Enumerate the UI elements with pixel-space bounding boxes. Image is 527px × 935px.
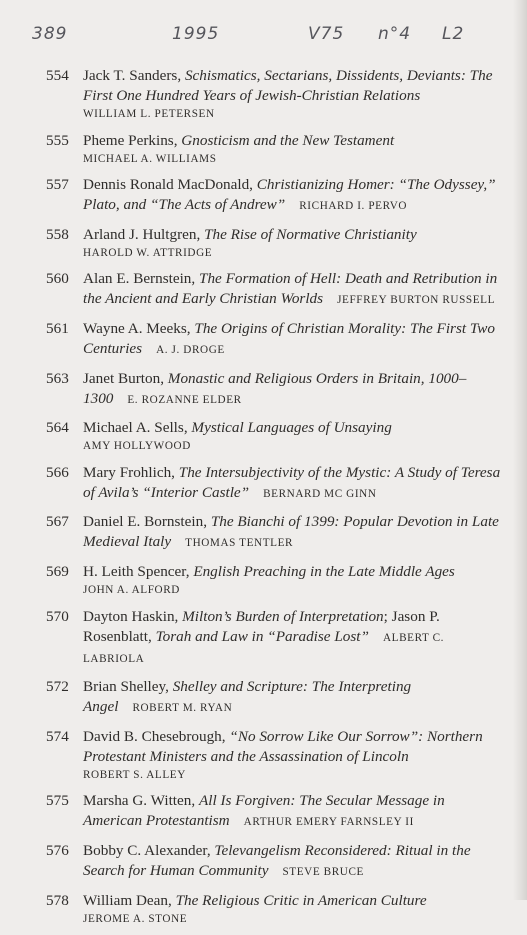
citation xyxy=(83,418,503,454)
reviewer-name: A. J. DROGE xyxy=(156,343,225,356)
citation xyxy=(83,66,503,122)
book-author: Wayne A. Meeks, xyxy=(83,319,191,337)
reviewer-name: WILLIAM L. PETERSEN xyxy=(83,108,215,120)
reviewer-name: JEROME A. STONE xyxy=(83,912,188,925)
review-entry xyxy=(0,463,527,504)
reviewer-name: JOHN A. ALFORD xyxy=(83,583,180,596)
reviewer-name: JEFFREY BURTON RUSSELL xyxy=(337,294,496,307)
reviewer-name: RICHARD I. PERVO xyxy=(299,200,408,213)
book-author: Mary Frohlich, xyxy=(83,463,175,481)
citation xyxy=(83,841,503,882)
reviewer-name: MICHAEL A. WILLIAMS xyxy=(83,152,217,165)
page-number: 575 xyxy=(46,792,69,810)
page-number: 555 xyxy=(46,131,69,149)
review-entry xyxy=(0,369,527,410)
book-title: Mystical Languages of Unsaying xyxy=(191,419,392,437)
citation xyxy=(83,463,503,504)
citation xyxy=(83,607,503,669)
book-author: Pheme Perkins, xyxy=(83,131,178,149)
review-entry xyxy=(0,175,527,216)
handwritten-volume: V75 xyxy=(308,24,345,44)
page-number: 570 xyxy=(46,607,69,625)
page-number: 563 xyxy=(46,369,69,387)
reviewer-name: ROBERT S. ALLEY xyxy=(83,768,186,781)
reviewer-name: AMY HOLLYWOOD xyxy=(83,440,191,453)
book-author: Brian Shelley, xyxy=(83,678,169,696)
citation xyxy=(83,677,503,718)
book-title: Televangelism Reconsidered: Ritual in the Search for Human Community xyxy=(83,841,471,879)
citation xyxy=(83,319,503,360)
book-author: William Dean, xyxy=(83,891,172,909)
book-title: “No Sorrow Like Our Sorrow”: Northern Protestant Ministers and the Assassination of Lincoln xyxy=(83,727,483,765)
book-title: Christianizing Homer: “The Odyssey,” Plato, and “The Acts of Andrew” xyxy=(83,176,496,214)
review-entry xyxy=(0,607,527,669)
book-author: Dayton Haskin, xyxy=(83,607,179,625)
page-number: 567 xyxy=(46,513,69,531)
book-title: The Rise of Normative Christianity xyxy=(204,225,417,243)
book-title: Milton’s Burden of Interpretation xyxy=(182,607,384,625)
review-entry xyxy=(0,66,527,122)
book-author: Marsha G. Witten, xyxy=(83,792,196,810)
book-title: All Is Forgiven: The Secular Message in American Protestantism xyxy=(83,792,445,830)
handwritten-page: 389 xyxy=(32,24,68,44)
reviewer-name: ALBERT C. LABRIOLA xyxy=(83,631,445,665)
citation xyxy=(83,175,503,216)
book-title: English Preaching in the Late Middle Ages xyxy=(193,562,455,580)
page-number: 564 xyxy=(46,419,69,437)
book-author: Alan E. Bernstein, xyxy=(83,270,196,288)
book-title: Shelley and Scripture: The Interpreting Angel xyxy=(83,678,412,716)
page-number: 560 xyxy=(46,270,69,288)
review-entry xyxy=(0,841,527,882)
book-author: Dennis Ronald MacDonald, xyxy=(83,176,253,194)
review-entry xyxy=(0,562,527,598)
reviewer-name: BERNARD MC GINN xyxy=(263,487,377,500)
book-title: The Bianchi of 1399: Popular Devotion in Late Medieval Italy xyxy=(83,513,499,551)
book-title: The Religious Critic in American Culture xyxy=(175,891,427,909)
handwritten-note xyxy=(0,18,527,58)
book-author: Bobby C. Alexander, xyxy=(83,841,211,859)
book-author: Jack T. Sanders, xyxy=(83,67,182,84)
citation xyxy=(83,131,503,167)
citation xyxy=(83,791,503,832)
page-number: 576 xyxy=(46,841,69,859)
citation xyxy=(83,562,503,598)
citation xyxy=(83,225,503,261)
handwritten-mark: L2 xyxy=(442,24,465,44)
page-number: 566 xyxy=(46,463,69,481)
review-entry xyxy=(0,891,527,927)
reviewer-name: HAROLD W. ATTRIDGE xyxy=(83,246,213,259)
review-entry xyxy=(0,512,527,553)
reviewer-name: THOMAS TENTLER xyxy=(185,537,294,550)
book-title: Monastic and Religious Orders in Britain, 1000–1300 xyxy=(83,369,467,407)
reviewer-name: STEVE BRUCE xyxy=(282,865,364,878)
handwritten-number: n°4 xyxy=(378,24,412,44)
book-title-secondary: Torah and Law in “Paradise Lost” xyxy=(155,627,369,645)
citation xyxy=(83,891,503,927)
book-title: The Intersubjectivity of the Mystic: A Study of Teresa of Avila’s “Interior Castle” xyxy=(83,463,501,501)
review-entry xyxy=(0,677,527,718)
citation xyxy=(83,369,503,410)
book-title: Gnosticism and the New Testament xyxy=(181,131,395,149)
reviewer-name: ARTHUR EMERY FARNSLEY II xyxy=(243,816,414,829)
page-number: 554 xyxy=(46,67,69,84)
citation xyxy=(83,512,503,553)
page-number: 558 xyxy=(46,225,69,243)
handwritten-year: 1995 xyxy=(172,24,220,44)
citation xyxy=(83,269,503,310)
book-title: The Origins of Christian Morality: The First Two Centuries xyxy=(83,319,495,357)
page-number: 561 xyxy=(46,319,69,337)
review-entry xyxy=(0,131,527,167)
book-author: Arland J. Hultgren, xyxy=(83,225,201,243)
review-entry xyxy=(0,791,527,832)
book-author: Janet Burton, xyxy=(83,369,164,387)
reviewer-name: E. ROZANNE ELDER xyxy=(127,393,242,406)
page-number: 578 xyxy=(46,891,69,909)
review-entry xyxy=(0,225,527,261)
review-list xyxy=(0,66,527,935)
book-author: David B. Chesebrough, xyxy=(83,727,226,745)
page-number: 574 xyxy=(46,727,69,745)
book-author: H. Leith Spencer, xyxy=(83,562,190,580)
review-entry xyxy=(0,418,527,454)
book-title: The Formation of Hell: Death and Retribution in the Ancient and Early Christian Worlds xyxy=(83,270,498,308)
review-entry xyxy=(0,269,527,310)
reviewer-name: ROBERT M. RYAN xyxy=(132,702,233,715)
review-entry xyxy=(0,319,527,360)
book-author: Daniel E. Bornstein, xyxy=(83,513,208,531)
review-entry xyxy=(0,727,527,783)
book-author-secondary: ; Jason P. Rosenblatt, xyxy=(83,607,440,645)
citation xyxy=(83,727,503,783)
page-number: 569 xyxy=(46,562,69,580)
book-author: Michael A. Sells, xyxy=(83,419,188,437)
book-title: Schismatics, Sectarians, Dissidents, Deviants: The First One Hundred Years of Jewish-Christian Relations xyxy=(83,67,493,104)
page-number: 572 xyxy=(46,678,69,696)
page-number: 557 xyxy=(46,176,69,194)
